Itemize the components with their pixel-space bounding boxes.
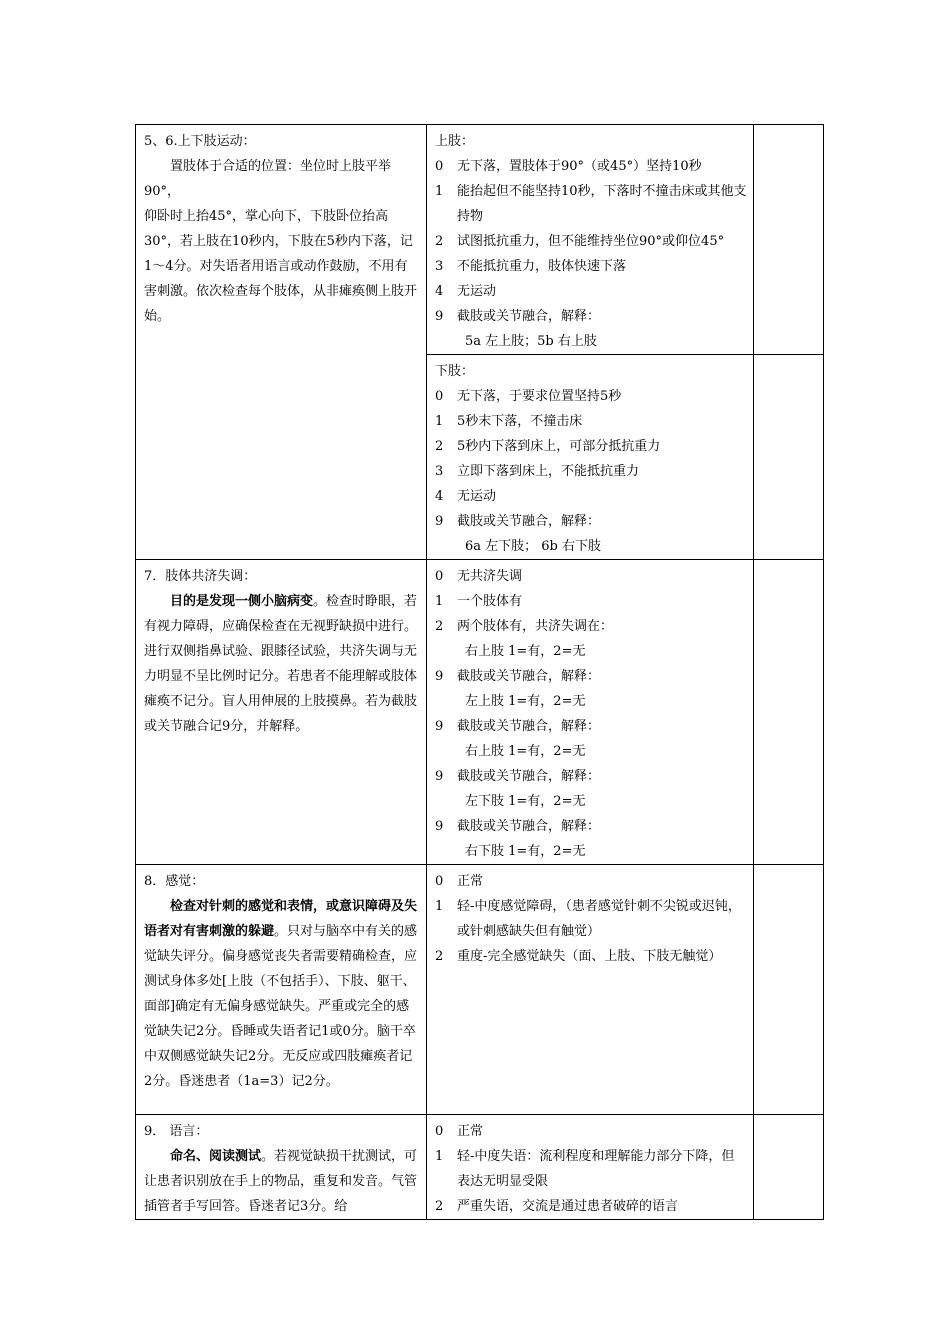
score-options-cell [427,865,754,1115]
nihss-scale-table [135,124,824,1220]
option-code: 2 [435,949,444,964]
option-text: 正常 [457,1124,484,1139]
option-code: 9 [435,514,444,529]
option-text: 无共济失调 [457,569,523,584]
item-title: 5、6.上下肢运动： [144,134,256,149]
option-code: 2 [435,439,444,454]
score-option [435,459,747,484]
option-note: 5a 左上肢；5b 右上肢 [465,334,597,349]
option-text: 截肢或关节融合，解释： [457,719,601,734]
option-subline: 右下肢 1=有，2=无 [465,844,586,859]
score-option [435,254,747,279]
option-code: 3 [435,259,444,274]
score-option [435,179,747,229]
score-option [435,869,747,894]
score-options-cell [427,355,754,560]
option-text: 无下落，置肢体于90°（或45°）坚持10秒 [457,159,702,174]
item-desc-text: 。只对与脑卒中有关的感觉缺失评分。偏身感觉丧失者需要精确检查，应测试身体多处[上肢（不包括手）、下肢、躯干、面部]确定有无偏身感觉缺失。严重或完全的感觉缺失记2分。昏睡或失语者记1或0分。脑干卒中双侧感觉缺失记2分。无反应或四肢瘫痪者记2分。昏迷患者（1a=3）记2分。 [144,924,418,1089]
option-text: 不能抵抗重力，肢体快速下落 [457,259,627,274]
option-text: 截肢或关节融合，解释： [457,514,601,529]
option-text: 立即下落到床上，不能抵抗重力 [457,464,640,479]
score-option [435,434,747,459]
section-head: 上肢： [435,134,475,149]
score-cell[interactable] [754,125,824,355]
score-option [435,304,747,329]
item-desc-emphasis: 目的是发现一侧小脑病变 [170,594,314,609]
score-option [435,1144,747,1194]
option-text: 截肢或关节融合，解释： [457,819,601,834]
score-option [435,564,747,589]
score-option [435,509,747,534]
item-title: 8．感觉： [144,874,205,889]
option-code: 1 [435,414,444,429]
table-row [136,1115,824,1220]
score-option [435,814,747,839]
option-code: 0 [435,1124,444,1139]
score-option [435,484,747,509]
score-option [435,614,747,639]
score-option [435,409,747,434]
option-text: 无下落，于要求位置坚持5秒 [457,389,622,404]
item-description-cell [136,865,427,1115]
option-text: 正常 [457,874,484,889]
option-text: 严重失语，交流是通过患者破碎的语言 [457,1199,679,1214]
section-head: 下肢： [435,364,475,379]
item-description-cell [136,125,427,560]
score-cell[interactable] [754,355,824,560]
score-cell[interactable] [754,865,824,1115]
option-code: 0 [435,569,444,584]
option-code: 9 [435,819,444,834]
score-option [435,944,747,969]
score-options-cell [427,125,754,355]
option-text: 无运动 [457,284,497,299]
option-subline: 左下肢 1=有，2=无 [465,794,586,809]
option-text: 无运动 [457,489,497,504]
option-code: 1 [435,184,444,199]
option-code: 0 [435,159,444,174]
option-code: 0 [435,389,444,404]
option-text: 能抬起但不能坚持10秒，下落时不撞击床或其他支持物 [457,184,747,224]
option-text: 截肢或关节融合，解释： [457,309,601,324]
option-text: 轻-中度感觉障碍，（患者感觉针刺不尖锐或迟钝，或针刺感缺失但有触觉） [457,899,741,939]
option-code: 0 [435,874,444,889]
score-options-cell [427,560,754,865]
option-subline: 右上肢 1=有，2=无 [465,744,586,759]
item-description-cell [136,1115,427,1220]
option-note: 6a 左下肢； 6b 右下肢 [465,539,602,554]
option-code: 2 [435,619,444,634]
item-desc-text: 。若视觉缺损干扰测试，可让患者识别放在手上的物品，重复和发音。气管插管者手写回答。昏迷者记3分。给 [144,1149,418,1214]
score-option [435,894,747,944]
table-row [136,125,824,355]
item-desc-text: 。检查时睁眼，若有视力障碍，应确保检查在无视野缺损中进行。进行双侧指鼻试验、跟膝径试验，共济失调与无力明显不呈比例时记分。若患者不能理解或肢体瘫痪不记分。盲人用伸展的上肢摸鼻。若为截肢或关节融合记9分，并解释。 [144,594,418,734]
option-code: 4 [435,284,444,299]
score-option [435,154,747,179]
item-title: 7．肢体共济失调： [144,569,257,584]
option-text: 截肢或关节融合，解释： [457,669,601,684]
score-option [435,279,747,304]
score-cell[interactable] [754,560,824,865]
option-code: 2 [435,1199,444,1214]
option-subline: 左上肢 1=有，2=无 [465,694,586,709]
table-row [136,560,824,865]
score-option [435,1119,747,1144]
option-code: 2 [435,234,444,249]
score-option [435,1194,747,1219]
score-options-cell [427,1115,754,1220]
score-option [435,714,747,739]
option-code: 1 [435,594,444,609]
option-text: 5秒末下落，不撞击床 [457,414,583,429]
option-code: 9 [435,719,444,734]
option-code: 9 [435,669,444,684]
option-text: 一个肢体有 [457,594,523,609]
option-code: 1 [435,899,444,914]
score-option [435,589,747,614]
score-cell[interactable] [754,1115,824,1220]
option-text: 5秒内下落到床上，可部分抵抗重力 [457,439,661,454]
score-option [435,664,747,689]
option-code: 4 [435,489,444,504]
score-option [435,384,747,409]
option-text: 截肢或关节融合，解释： [457,769,601,784]
score-option [435,229,747,254]
option-code: 9 [435,309,444,324]
option-text: 重度-完全感觉缺失（面、上肢、下肢无触觉） [457,949,722,964]
option-text: 两个肢体有，共济失调在： [457,619,614,634]
item-desc-line: 置肢体于合适的位置：坐位时上肢平举90°， [144,159,392,199]
item-description-cell [136,560,427,865]
table-row [136,865,824,1115]
option-code: 9 [435,769,444,784]
option-code: 3 [435,464,444,479]
option-code: 1 [435,1149,444,1164]
item-desc-line: 仰卧时上抬45°，掌心向下，下肢卧位抬高30°，若上肢在10秒内，下肢在5秒内下落，记1～4分。对失语者用语言或动作鼓励，不用有害刺激。依次检查每个肢体，从非瘫痪侧上肢开始。 [144,209,418,324]
score-option [435,764,747,789]
item-desc-emphasis: 检查对针刺的感觉和表情，或意识障碍及失语者对有害刺激的躲避 [144,899,418,939]
option-text: 轻-中度失语：流利程度和理解能力部分下降，但表达无明显受限 [457,1149,735,1189]
option-subline: 右上肢 1=有，2=无 [465,644,586,659]
item-title: 9． 语言： [144,1124,209,1139]
item-desc-emphasis: 命名、阅读测试 [170,1149,262,1164]
option-text: 试图抵抗重力，但不能维持坐位90°或仰位45° [457,234,725,249]
